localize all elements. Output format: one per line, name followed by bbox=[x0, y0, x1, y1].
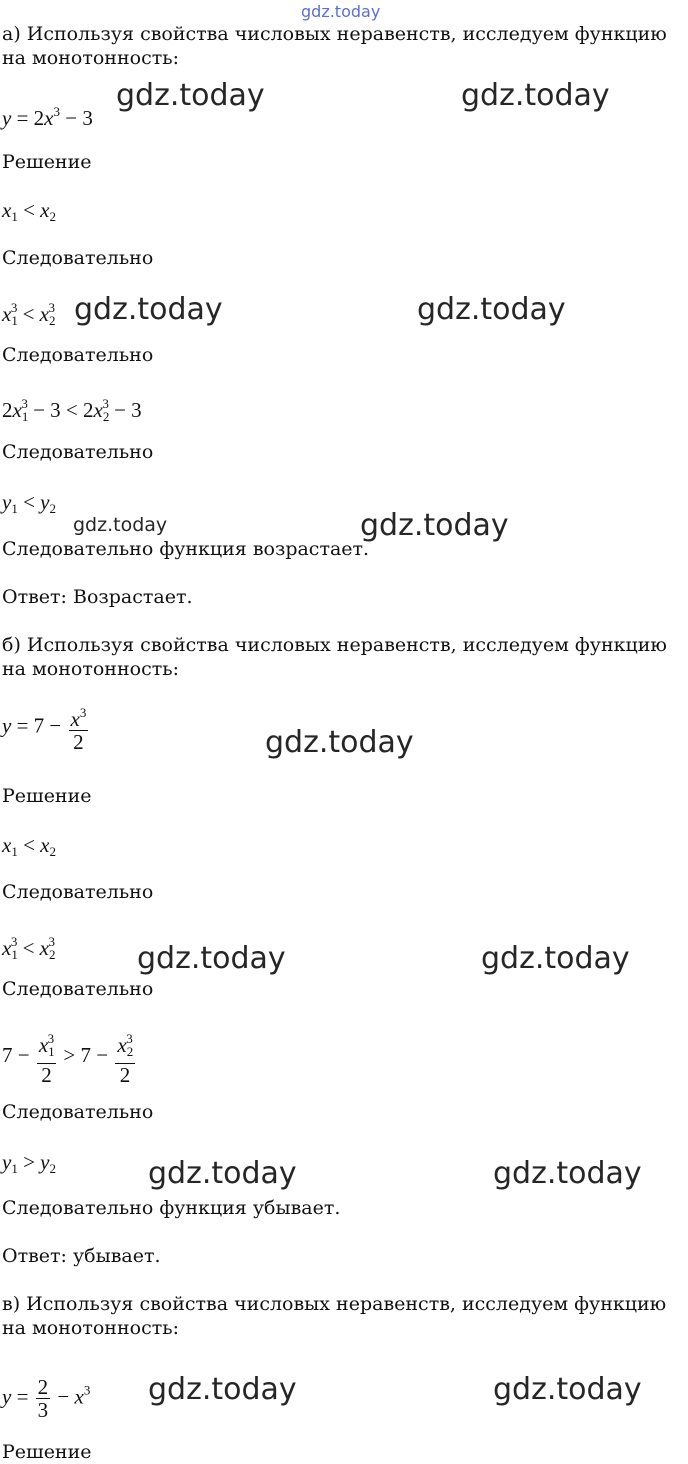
math-step: 7 − $\frac{x_1^3}{2}$ > 7 − $\frac{x_2^3}{2}$ bbox=[2, 1028, 137, 1086]
formula-a: $y = 2x^3 - 3$ bbox=[2, 104, 93, 130]
hence-label: Следовательно bbox=[2, 344, 154, 366]
solution-label: Решение bbox=[2, 1441, 92, 1463]
math-step: $y_1 < y_2$ bbox=[2, 490, 56, 516]
watermark: gdz.today bbox=[360, 508, 509, 543]
watermark: gdz.today bbox=[137, 941, 286, 976]
watermark: gdz.today bbox=[74, 292, 223, 327]
hence-label: Следовательно bbox=[2, 1101, 154, 1123]
watermark: gdz.today bbox=[481, 941, 630, 976]
conclusion-text: Следовательно функция убывает. bbox=[2, 1197, 341, 1219]
formula-b: y = 7 − $\frac{x^3}{2}$ bbox=[2, 702, 90, 753]
section-b-intro: б) Используя свойства числовых неравенств, исследуем функцию на монотонность: bbox=[2, 634, 667, 680]
solution-label: Решение bbox=[2, 785, 92, 807]
solution-label: Решение bbox=[2, 151, 92, 173]
watermark: gdz.today bbox=[493, 1372, 642, 1407]
hence-label: Следовательно bbox=[2, 978, 154, 1000]
math-step: $y_1 > y_2$ bbox=[2, 1150, 56, 1176]
watermark: gdz.today bbox=[148, 1372, 297, 1407]
math-step: $x_1^3 < x_2^3$ bbox=[2, 934, 56, 962]
watermark: gdz.today bbox=[493, 1156, 642, 1191]
section-c-intro: в) Используя свойства числовых неравенств, исследуем функцию на монотонность: bbox=[2, 1293, 667, 1339]
watermark: gdz.today bbox=[148, 1156, 297, 1191]
math-step: $x_1^3 < x_2^3$ bbox=[2, 300, 56, 328]
watermark: gdz.today bbox=[301, 2, 381, 21]
math-step: $x_1 < x_2$ bbox=[2, 833, 56, 859]
hence-label: Следовательно bbox=[2, 247, 154, 269]
math-step: $2x_1^3 - 3 < 2x_2^3 - 3$ bbox=[2, 396, 142, 424]
watermark: gdz.today bbox=[461, 78, 610, 113]
watermark: gdz.today bbox=[116, 78, 265, 113]
watermark: gdz.today bbox=[265, 725, 414, 760]
hence-label: Следовательно bbox=[2, 881, 154, 903]
watermark: gdz.today bbox=[417, 292, 566, 327]
answer-text: Ответ: Возрастает. bbox=[2, 586, 193, 608]
section-a-intro: а) Используя свойства числовых неравенств, исследуем функцию на монотонность: bbox=[2, 23, 667, 69]
conclusion-text: Следовательно функция возрастает. bbox=[2, 538, 370, 560]
watermark: gdz.today bbox=[73, 514, 168, 536]
hence-label: Следовательно bbox=[2, 441, 154, 463]
formula-c: y = $\frac{2}{3}$ − $x^3$ bbox=[2, 1375, 91, 1422]
math-step: $x_1 < x_2$ bbox=[2, 198, 56, 224]
answer-text: Ответ: убывает. bbox=[2, 1245, 161, 1267]
